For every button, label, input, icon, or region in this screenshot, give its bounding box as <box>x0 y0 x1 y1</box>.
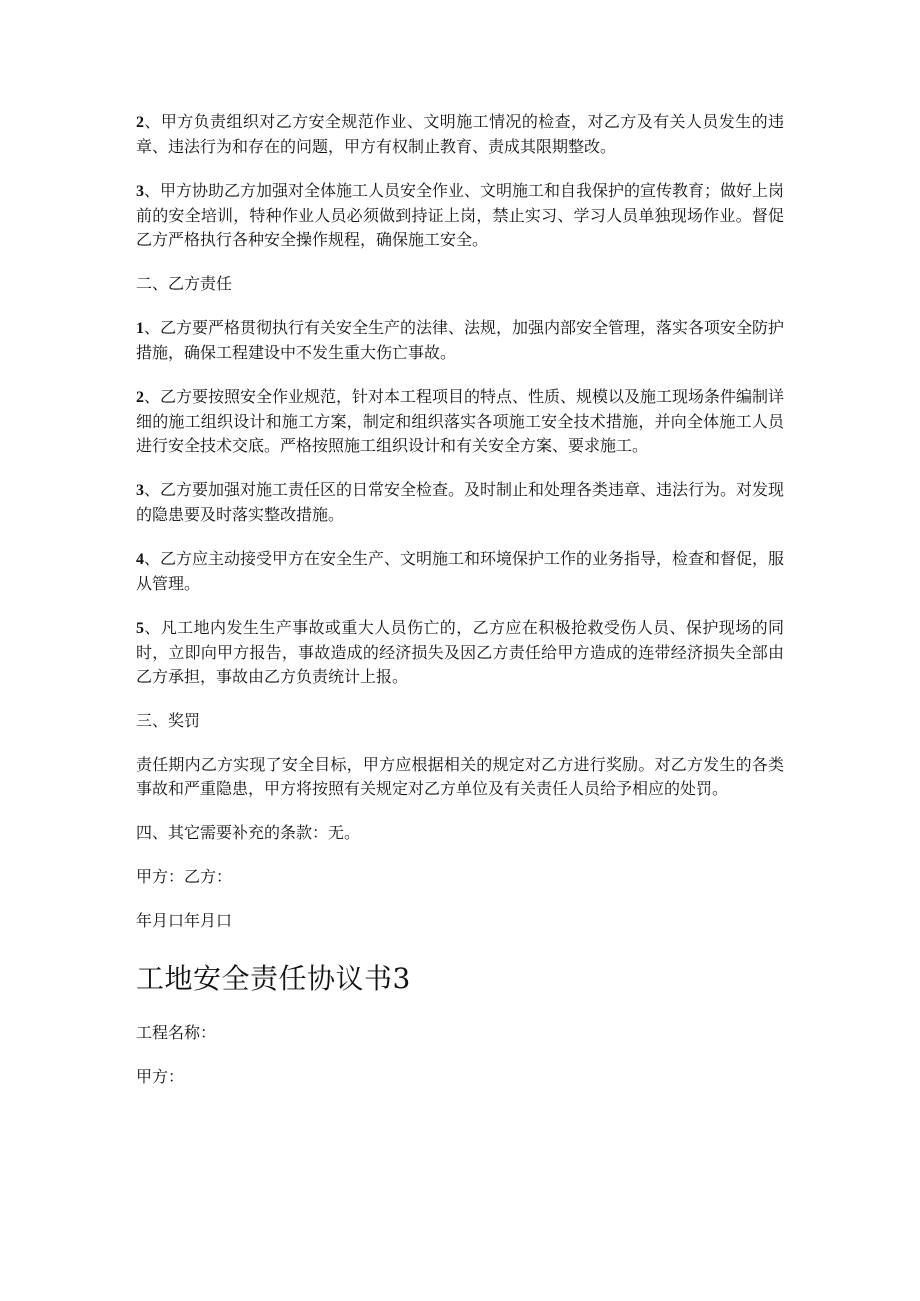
reward-paragraph <box>136 753 784 801</box>
clause-number: 3 <box>136 183 144 200</box>
clause-number: 3 <box>136 482 144 499</box>
clause-yi-1 <box>136 316 784 365</box>
clause-text: 、甲方协助乙方加强对全体施工人员安全作业、文明施工和自我保护的宣传教育；做好上岗前的安全培训，特种作业人员必须做到持证上岗，禁止实习、学习人员单独现场作业。督促乙方严格执行各种安全操作规程，确保施工安全。 <box>136 181 785 249</box>
clause-text: 、乙方要加强对施工责任区的日常安全检查。及时制止和处理各类违章、违法行为。对发现的隐患要及时落实整改措施。 <box>136 480 785 524</box>
clause-yi-5 <box>136 616 784 689</box>
clause-text: 、甲方负责组织对乙方安全规范作业、文明施工情况的检查，对乙方及有关人员发生的违章、违法行为和存在的问题，甲方有权制止教育、责成其限期整改。 <box>136 112 784 156</box>
document-page <box>136 110 784 1089</box>
field-project-name: 工程名称： <box>136 1023 217 1042</box>
clause-number: 4 <box>136 551 144 568</box>
clause-jia-2 <box>136 110 784 159</box>
clause-number: 2 <box>136 114 144 131</box>
signature-parties: 甲方：乙方： <box>136 867 233 886</box>
clause-text: 、乙方要严格贯彻执行有关安全生产的法律、法规，加强内部安全管理，落实各项安全防护措施，确保工程建设中不发生重大伤亡事故。 <box>136 318 785 362</box>
clause-number: 1 <box>136 320 144 337</box>
section-heading-reward: 三、奖罚 <box>136 711 201 730</box>
clause-jia-3 <box>136 179 784 252</box>
clause-number: 5 <box>136 620 144 637</box>
document-title: 工地安全责任协议书3 <box>136 962 411 995</box>
clause-yi-4 <box>136 547 784 596</box>
clause-number: 2 <box>136 389 144 406</box>
clause-text: 、乙方要按照安全作业规范，针对本工程项目的特点、性质、规模以及施工现场条件编制详细的施工组织设计和施工方案，制定和组织落实各项施工安全技术措施，并向全体施工人员进行安全技术交底。严格按照施工组织设计和有关安全方案、要求施工。 <box>136 387 785 455</box>
signature-dates: 年月口年月口 <box>136 911 233 930</box>
clause-yi-3 <box>136 478 784 527</box>
clause-text: 、凡工地内发生生产事故或重大人员伤亡的，乙方应在积极抢救受伤人员、保护现场的同时，立即向甲方报告，事故造成的经济损失及因乙方责任给甲方造成的连带经济损失全部由乙方承担，事故由乙方负责统计上报。 <box>136 618 784 686</box>
section-heading-other: 四、其它需要补充的条款：无。 <box>136 823 361 842</box>
clause-text: 责任期内乙方实现了安全目标，甲方应根据相关的规定对乙方进行奖励。对乙方发生的各类事故和严重隐患，甲方将按照有关规定对乙方单位及有关责任人员给予相应的处罚。 <box>136 755 784 798</box>
field-party-a: 甲方： <box>136 1067 185 1086</box>
section-heading-yi: 二、乙方责任 <box>136 274 233 293</box>
clause-yi-2 <box>136 385 784 458</box>
clause-text: 、乙方应主动接受甲方在安全生产、文明施工和环境保护工作的业务指导，检查和督促，服从管理。 <box>136 549 785 593</box>
